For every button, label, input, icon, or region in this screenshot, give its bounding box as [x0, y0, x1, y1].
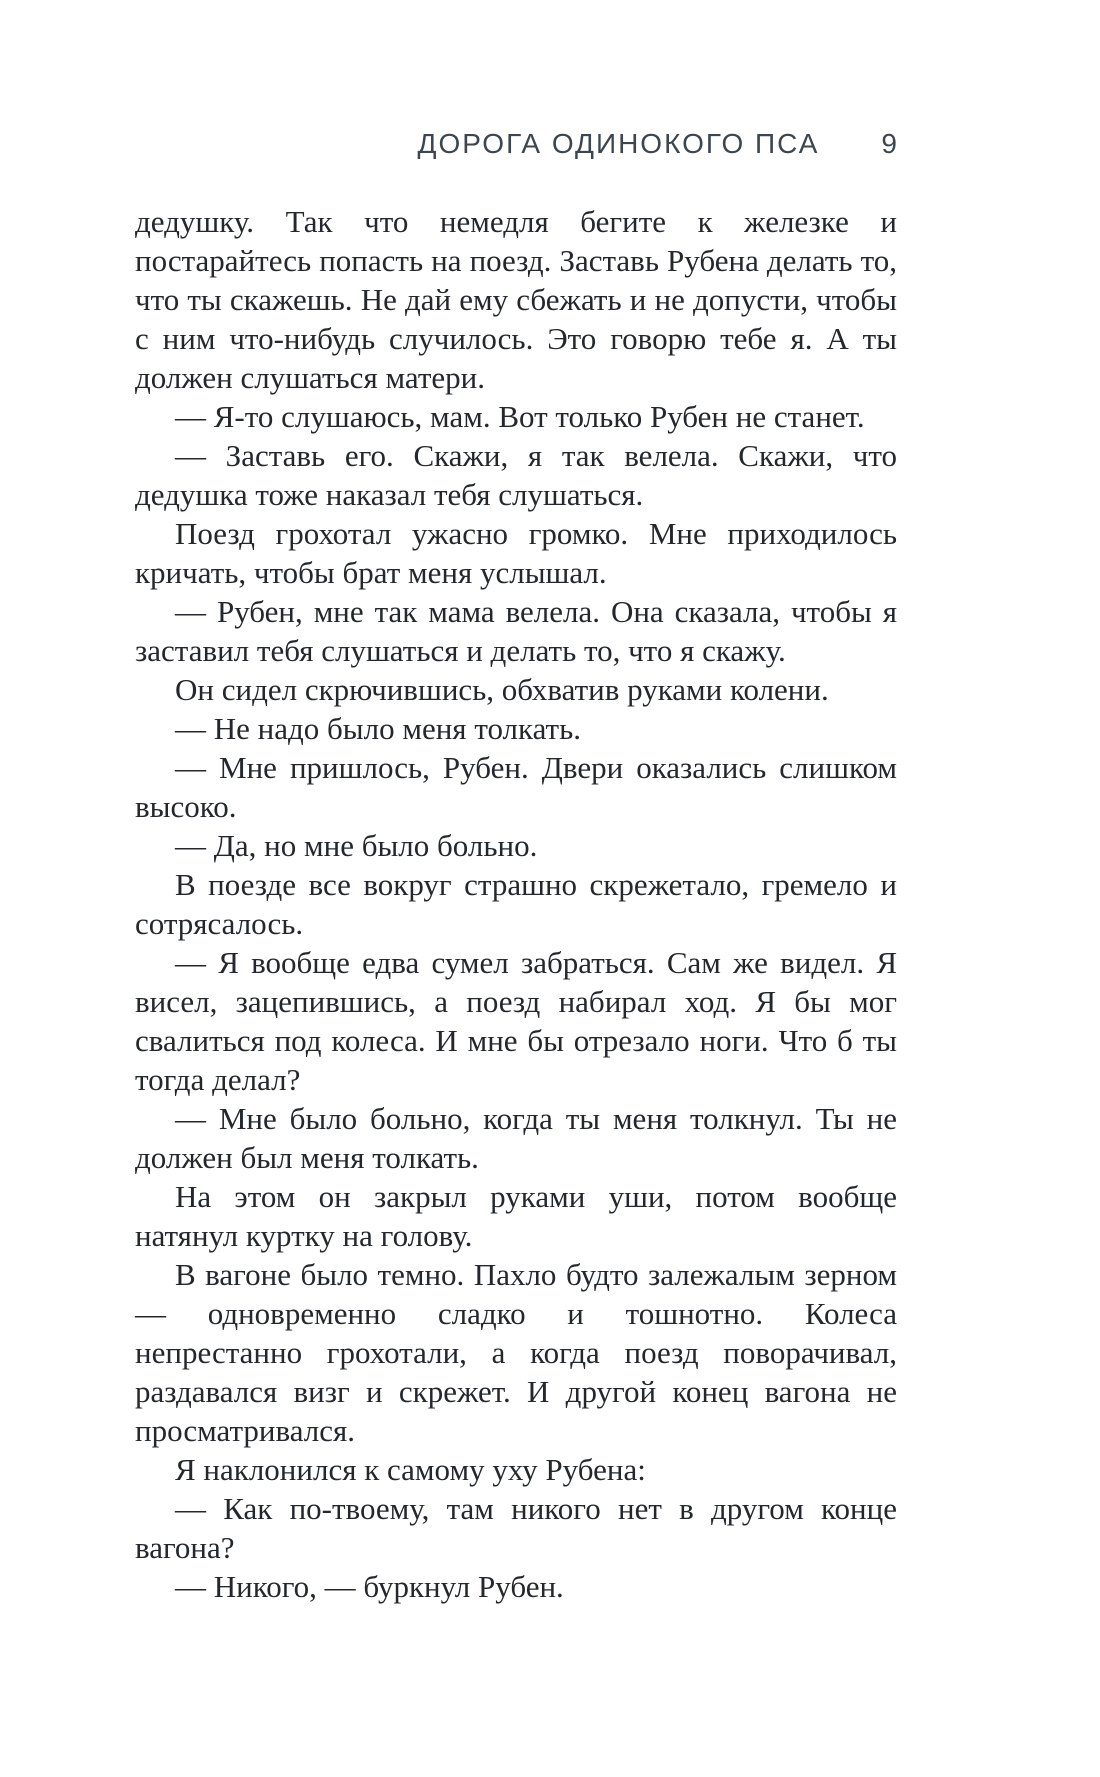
paragraph: — Заставь его. Скажи, я так велела. Скажи, что дедушка тоже наказал тебя слушаться. — [135, 438, 897, 512]
paragraph: — Мне было больно, когда ты меня толкнул. Ты не должен был меня толкать. — [135, 1101, 897, 1175]
paragraph: — Мне пришлось, Рубен. Двери оказались слишком высоко. — [135, 750, 897, 824]
paragraph: — Я-то слушаюсь, мам. Вот только Рубен не станет. — [175, 399, 865, 434]
paragraph: — Рубен, мне так мама велела. Она сказала, чтобы я заставил тебя слушаться и делать то, что я скажу. — [135, 594, 897, 668]
chapter-title: ДОРОГА ОДИНОКОГО ПСА — [417, 128, 820, 159]
paragraph: — Как по-твоему, там никого нет в другом конце вагона? — [135, 1491, 897, 1565]
paragraph: Поезд грохотал ужасно громко. Мне приходилось кричать, чтобы брат меня услышал. — [135, 516, 897, 590]
paragraph: дедушку. Так что немедля бегите к железке и постарайтесь попасть на поезд. Заставь Рубена делать то, что ты скажешь. Не дай ему сбежать и не допусти, чтобы с ним что-нибудь случилось. Это говорю тебе я. А ты должен слушаться матери. — [135, 204, 897, 395]
paragraph: — Я вообще едва сумел забраться. Сам же видел. Я висел, зацепившись, а поезд набирал ход. Я бы мог свалиться под колеса. И мне бы отрезало ноги. Что б ты тогда делал? — [135, 945, 897, 1097]
paragraph: В вагоне было темно. Пахло будто залежалым зерном — одновременно сладко и тошнотно. Колеса непрестанно грохотали, а когда поезд поворачивал, раздавался визг и скрежет. И другой конец вагона не просматривался. — [135, 1257, 897, 1448]
running-head — [418, 128, 898, 160]
paragraph: Он сидел скрючившись, обхватив руками колени. — [175, 672, 829, 707]
paragraph: На этом он закрыл руками уши, потом вообще натянул куртку на голову. — [135, 1179, 897, 1253]
paragraph: — Никого, — буркнул Рубен. — [175, 1569, 564, 1604]
paragraph: В поезде все вокруг страшно скрежетало, гремело и сотрясалось. — [135, 867, 897, 941]
paragraph: — Да, но мне было больно. — [175, 828, 538, 863]
paragraph: Я наклонился к самому уху Рубена: — [175, 1452, 646, 1487]
page-text — [135, 202, 897, 1606]
paragraph: — Не надо было меня толкать. — [175, 711, 581, 746]
page-number: 9 — [881, 128, 897, 159]
